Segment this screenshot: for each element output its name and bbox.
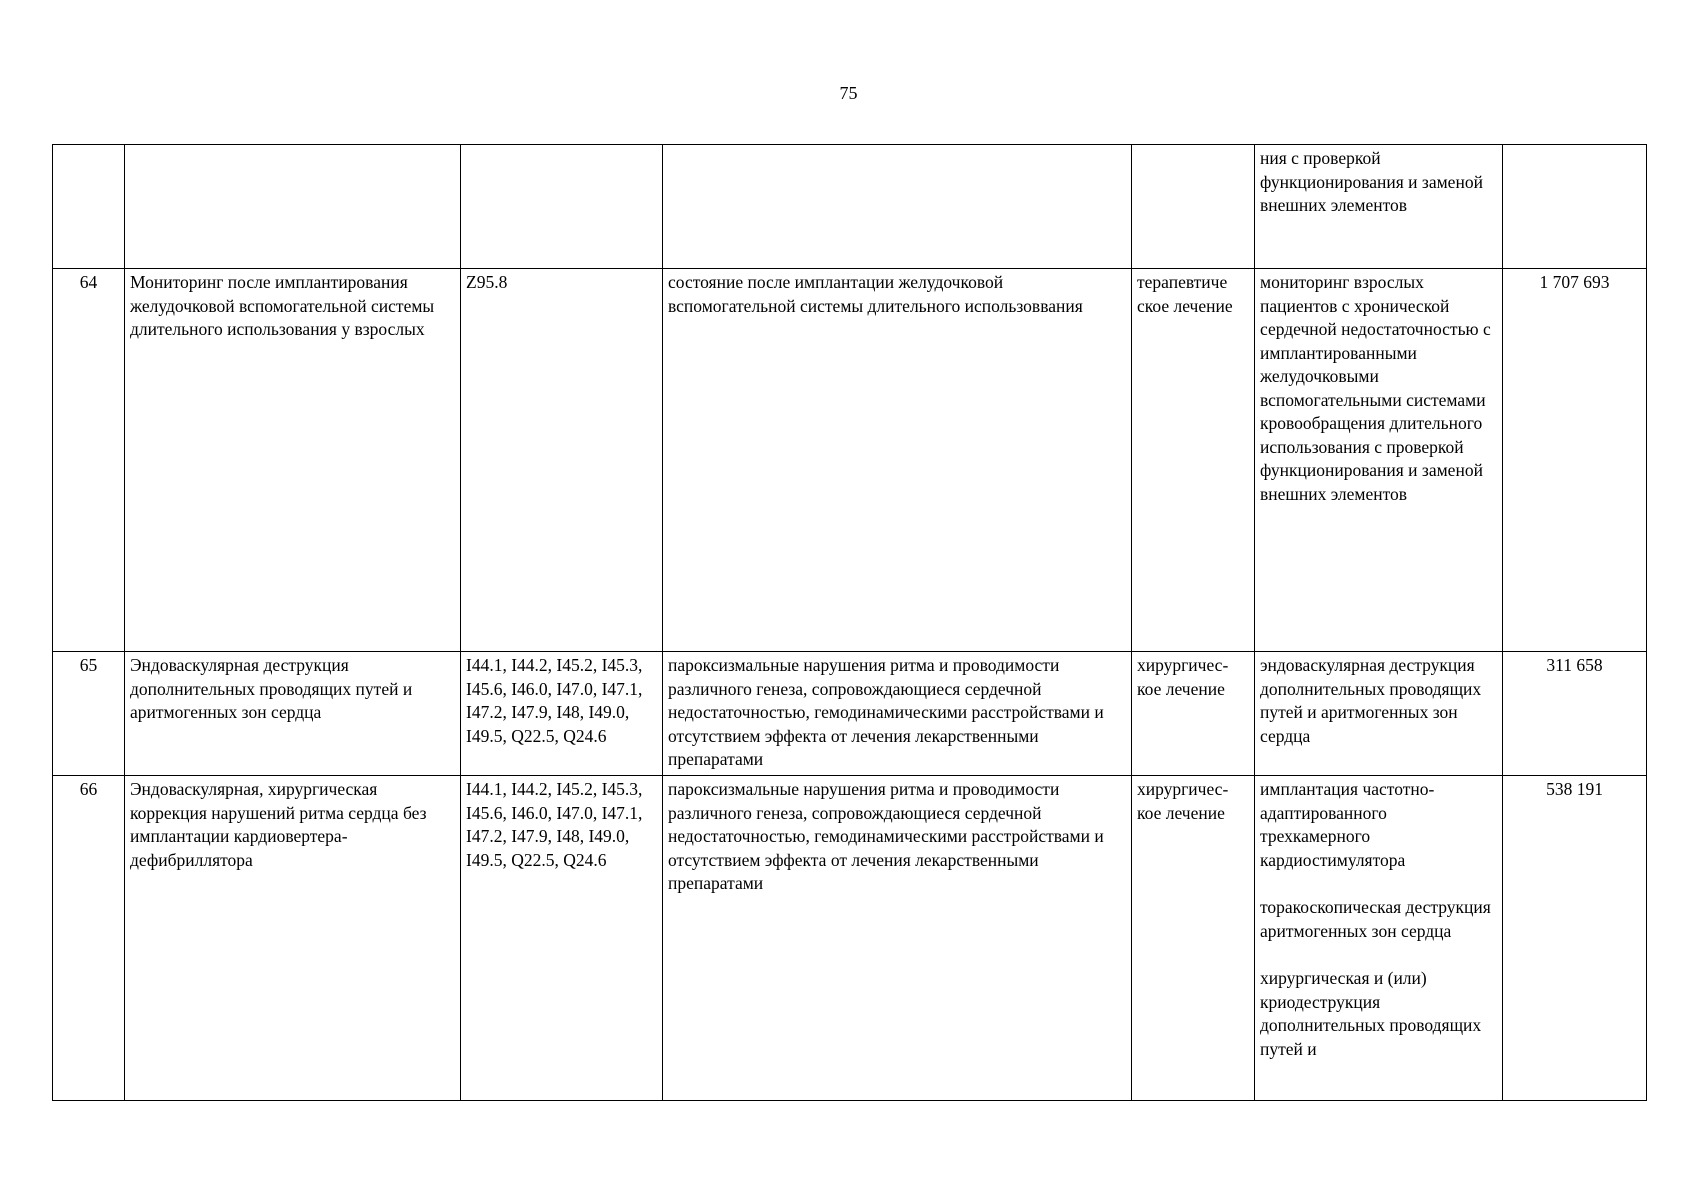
- page-number: 75: [839, 83, 858, 103]
- treatment-cell: хирургичес-кое лечение: [1132, 652, 1255, 776]
- treatment-table: [52, 144, 1647, 1101]
- method-text: хирургическая и (или) криодеструкция дополнительных проводящих путей и: [1260, 968, 1482, 1059]
- method-text: имплантация частотно-адаптированного трехкамерного кардиостимулятора: [1260, 779, 1435, 870]
- condition-cell: пароксизмальные нарушения ритма и проводимости различного генеза, сопровождающиеся сердечной недостаточностью, гемодинамическими расстройствами и отсутствием эффекта от лечения лекарственными препаратами: [663, 776, 1132, 1101]
- method-text: торакоскопическая деструкция аритмогенных зон сердца: [1260, 897, 1491, 941]
- table-row: [53, 652, 1647, 776]
- treatment-cell: терапевтиче ское лечение: [1132, 269, 1255, 652]
- codes-cell: Z95.8: [461, 269, 663, 652]
- condition-cell: состояние после имплантации желудочковой вспомогательной системы длительного использоввания: [663, 269, 1132, 652]
- condition-cell: [663, 145, 1132, 269]
- price-cell: 538 191: [1503, 776, 1647, 1101]
- price-cell: 1 707 693: [1503, 269, 1647, 652]
- table-row: [53, 776, 1647, 1101]
- row-number-cell: [53, 145, 125, 269]
- treatment-cell: [1132, 145, 1255, 269]
- row-number-cell: 65: [53, 652, 125, 776]
- name-cell: Мониторинг после имплантирования желудочковой вспомогательной системы длительного использования у взрослых: [125, 269, 461, 652]
- method-spacer: [1260, 872, 1497, 896]
- method-text: ния с проверкой функционирования и заменой внешних элементов: [1260, 148, 1483, 215]
- method-spacer: [1260, 943, 1497, 967]
- condition-cell: пароксизмальные нарушения ритма и проводимости различного генеза, сопровождающиеся сердечной недостаточностью, гемодинамическими расстройствами и отсутствием эффекта от лечения лекарственными препаратами: [663, 652, 1132, 776]
- price-cell: [1503, 145, 1647, 269]
- price-cell: 311 658: [1503, 652, 1647, 776]
- treatment-cell: хирургичес-кое лечение: [1132, 776, 1255, 1101]
- method-cell: [1255, 145, 1503, 269]
- table-row: [53, 145, 1647, 269]
- table-row: [53, 269, 1647, 652]
- name-cell: [125, 145, 461, 269]
- row-number-cell: 66: [53, 776, 125, 1101]
- method-text: мониторинг взрослых пациентов с хронической сердечной недостаточностью с имплантированными желудочковыми вспомогательными системами кровообращения длительного использования с проверкой функционирования и заменой внешних элементов: [1260, 272, 1491, 504]
- codes-cell: [461, 145, 663, 269]
- method-cell: [1255, 269, 1503, 652]
- row-number-cell: 64: [53, 269, 125, 652]
- name-cell: Эндоваскулярная, хирургическая коррекция нарушений ритма сердца без имплантации кардиовертера-дефибриллятора: [125, 776, 461, 1101]
- name-cell: Эндоваскулярная деструкция дополнительных проводящих путей и аритмогенных зон сердца: [125, 652, 461, 776]
- method-cell: [1255, 776, 1503, 1101]
- method-cell: [1255, 652, 1503, 776]
- codes-cell: I44.1, I44.2, I45.2, I45.3, I45.6, I46.0, I47.0, I47.1, I47.2, I47.9, I48, I49.0, I49.5, Q22.5, Q24.6: [461, 776, 663, 1101]
- method-text: эндоваскулярная деструкция дополнительных проводящих путей и аритмогенных зон сердца: [1260, 655, 1482, 746]
- codes-cell: I44.1, I44.2, I45.2, I45.3, I45.6, I46.0, I47.0, I47.1, I47.2, I47.9, I48, I49.0, I49.5, Q22.5, Q24.6: [461, 652, 663, 776]
